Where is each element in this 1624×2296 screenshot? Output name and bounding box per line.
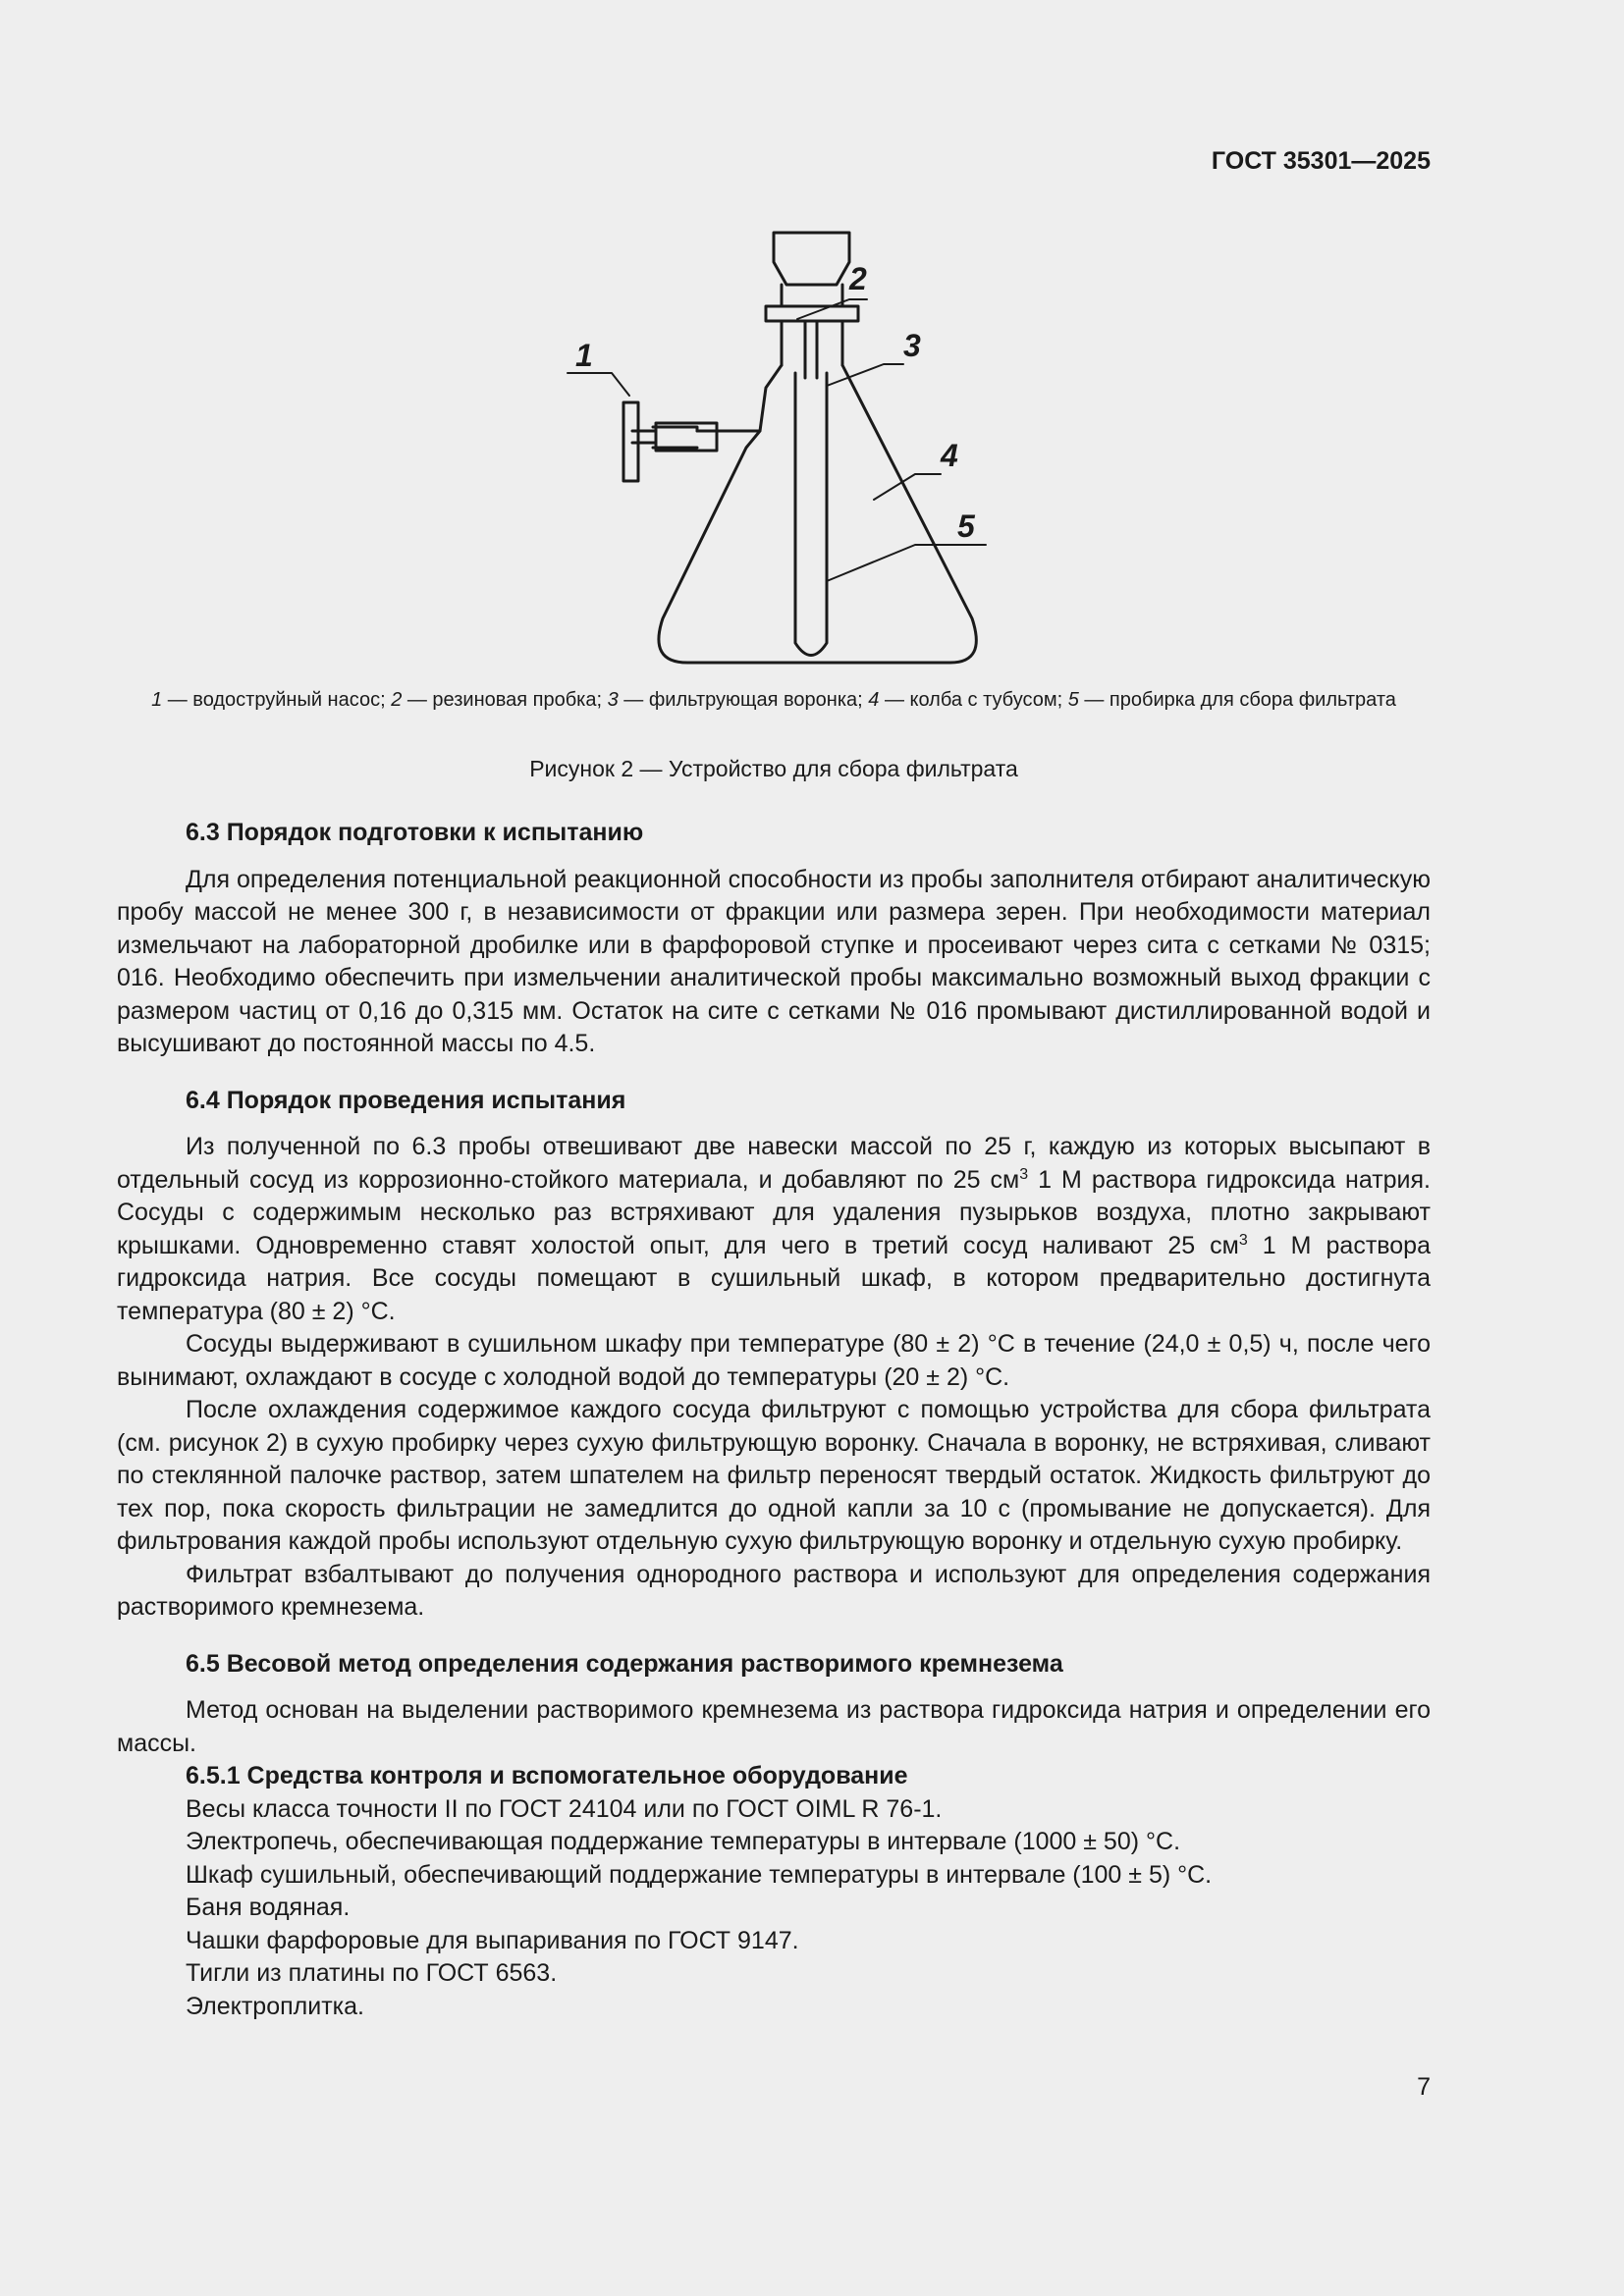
equipment-item: Весы класса точности II по ГОСТ 24104 или по ГОСТ OIML R 76-1. <box>186 1794 943 1823</box>
section-6-4-paragraph-1: Из полученной по 6.3 пробы отвешивают две навески массой по 25 г, каждую из которых высыпают в отдельный сосуд из коррозионно-стойкого материала, и добавляют по 25 $см^3$ 1 М раствора гидроксида натрия. Сосуды с содержимым несколько раз встряхивают для удаления пузырьков воздуха, плотно закрывают крышками. Одновременно ставят холостой опыт, для чего в третий сосуд наливают 25 $см^3$ 1 М раствора гидроксида натрия. Все сосуды помещают в сушильный шкаф, в котором предварительно достигнута температура (80 ± 2) °С. <box>117 1133 1431 1325</box>
funnel-stem <box>805 321 817 378</box>
callout-3: 3 <box>903 328 921 363</box>
equipment-item: Баня водяная. <box>186 1894 351 1921</box>
section-6-4-paragraph-2: Сосуды выдерживают в сушильном шкафу при температуре (80 ± 2) °С в течение (24,0 ± 0,5) ч, после чего вынимают, охлаждают в сосуде с холодной водой до температуры (20 ± 2) °С. <box>117 1330 1431 1391</box>
leader-line-2 <box>797 299 867 319</box>
equipment-item: Тигли из платины по ГОСТ 6563. <box>186 1959 558 1987</box>
equipment-item: Шкаф сушильный, обеспечивающий поддержание температуры в интервале (100 ± 5) °С. <box>186 1860 1213 1889</box>
section-6-5-1-heading: 6.5.1 Средства контроля и вспомогательное оборудование <box>186 1762 908 1789</box>
flask-body-shape <box>659 365 976 663</box>
figure-caption: Рисунок 2 — Устройство для сбора фильтрата <box>529 756 1018 781</box>
equipment-item: Электропечь, обеспечивающая поддержание температуры в интервале (1000 ± 50) °С. <box>186 1828 1181 1855</box>
legend-text-1: — водоструйный насос; <box>162 689 392 711</box>
legend-num-5: 5 <box>1067 689 1079 711</box>
callout-1: 1 <box>575 338 593 373</box>
callout-2: 2 <box>849 261 867 296</box>
flask-diagram <box>550 221 1011 672</box>
document-body <box>117 817 1431 2023</box>
section-6-5-paragraph: Метод основан на выделении растворимого кремнезема из раствора гидроксида натрия и определении его массы. <box>117 1696 1431 1757</box>
legend-text-5: — пробирка для сбора фильтрата <box>1078 689 1396 711</box>
page-number: 7 <box>1417 2073 1431 2101</box>
section-6-4-heading: 6.4 Порядок проведения испытания <box>186 1086 626 1114</box>
pump-tube <box>632 431 656 443</box>
superscript-cubed: 3 <box>1238 1231 1248 1249</box>
callout-4: 4 <box>941 438 958 473</box>
side-arm <box>653 427 697 448</box>
section-6-3-heading: 6.3 Порядок подготовки к испытанию <box>186 819 644 846</box>
figure-filtrate-device <box>550 221 1011 672</box>
leader-line-3 <box>827 364 903 386</box>
section-6-4-paragraph-3: После охлаждения содержимое каждого сосуда фильтруют с помощью устройства для сбора фильтрата (см. рисунок 2) в сухую пробирку через сухую фильтрующую воронку. Сначала в воронку, не встряхивая, сливают по стеклянной палочке раствор, затем шпателем на фильтр переносят твердый остаток. Жидкость фильтруют до тех пор, пока скорость фильтрации не замедлится до одной капли за 10 с (промывание не допускается). Для фильтрования каждой пробы используют отдельную сухую фильтрующую воронку и отдельную сухую пробирку. <box>117 1396 1431 1555</box>
funnel-top-shape <box>774 233 849 285</box>
leader-line-4 <box>874 474 941 500</box>
legend-text-3: — фильтрующая воронка; <box>618 689 869 711</box>
legend-num-1: 1 <box>151 689 163 711</box>
test-tube-shape <box>795 373 827 656</box>
flask-neck-lower <box>782 321 842 365</box>
legend-text-4: — колба с тубусом; <box>879 689 1068 711</box>
section-6-3-paragraph: Для определения потенциальной реакционной способности из пробы заполнителя отбирают аналитическую пробу массой не менее 300 г, в независимости от фракции или размера зерен. При необходимости материал измельчают на лабораторной дробилке или в фарфоровой ступке и просеивают через сита с сетками № 0315; 016. Необходимо обеспечить при измельчении аналитической пробы максимально возможный выход фракции с размером частиц от 0,16 до 0,315 мм. Остаток на сите с сетками № 016 промывают дистиллированной водой и высушивают до постоянной массы по 4.5. <box>117 865 1431 1057</box>
leader-line-1 <box>568 373 629 396</box>
equipment-item: Чашки фарфоровые для выпаривания по ГОСТ 9147. <box>186 1926 799 1954</box>
section-6-4-paragraph-4: Фильтрат взбалтывают до получения однородного раствора и используют для определения содержания растворимого кремнезема. <box>117 1560 1431 1621</box>
legend-num-2: 2 <box>391 689 403 711</box>
section-6-5-heading: 6.5 Весовой метод определения содержания растворимого кремнезема <box>186 1649 1063 1678</box>
superscript-cubed: 3 <box>1019 1165 1029 1183</box>
figure-legend <box>117 687 1431 714</box>
flask-neck-upper <box>782 285 842 306</box>
callout-5: 5 <box>957 508 975 544</box>
document-code: ГОСТ 35301—2025 <box>1211 147 1431 175</box>
legend-num-3: 3 <box>607 689 619 711</box>
leader-line-5 <box>827 545 986 581</box>
equipment-item: Электроплитка. <box>186 1992 364 2020</box>
legend-num-4: 4 <box>868 689 880 711</box>
legend-text-2: — резиновая пробка; <box>402 689 608 711</box>
